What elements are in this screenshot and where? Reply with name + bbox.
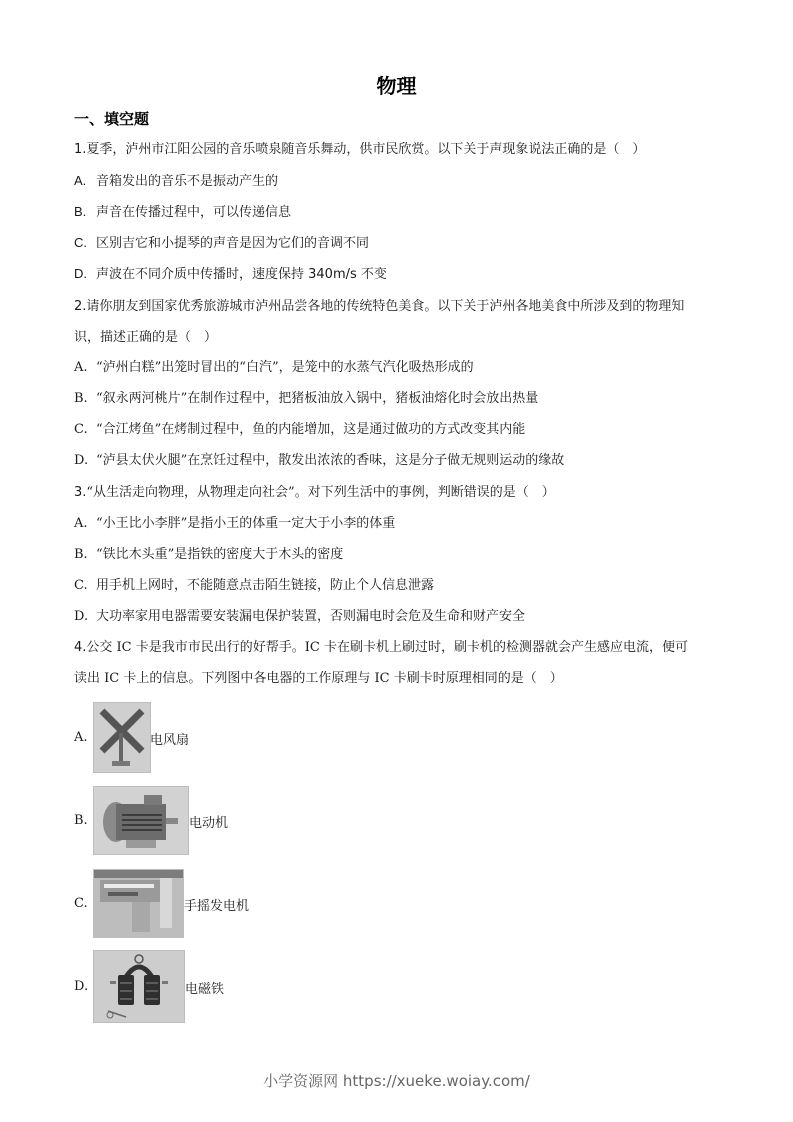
electric-fan-icon	[94, 703, 150, 772]
option-text: 区别吉它和小提琴的声音是因为它们的音调不同	[96, 236, 370, 251]
footer-watermark: 小学资源网 https://xueke.woiay.com/	[263, 1072, 530, 1090]
option-letter: B.	[74, 813, 88, 828]
option-a	[74, 359, 474, 377]
option-letter: C.	[74, 422, 88, 437]
option-letter: D.	[74, 266, 87, 281]
question-number: 1.	[74, 142, 87, 157]
question-stem-text: “从生活走向物理，从物理走向社会”。对下列生活中的事例，判断错误的是（ ）	[86, 485, 555, 500]
option-text: “叙永两河桃片”在制作过程中，把猪板油放入锅中，猪板油熔化时会放出热量	[96, 391, 539, 406]
option-text: “泸县太伏火腿”在烹饪过程中，散发出浓浓的香味，这是分子做无规则运动的缘故	[96, 453, 565, 468]
option-text: 音箱发出的音乐不是振动产生的	[96, 174, 279, 189]
question-stem-text: 夏季，泸州市江阳公园的音乐喷泉随音乐舞动，供市民欣赏。以下关于声现象说法正确的是（ ）	[86, 142, 646, 157]
section-heading: 一、填空题	[74, 110, 150, 128]
electric-motor-icon	[94, 787, 188, 854]
hand-crank-generator-image	[93, 869, 184, 938]
option-text: 电动机	[189, 816, 229, 831]
option-letter: B.	[74, 204, 87, 219]
question-number: 3.	[74, 485, 87, 500]
question-stem	[74, 298, 684, 316]
question-number: 4.	[74, 640, 87, 655]
option-letter: B.	[74, 391, 88, 406]
option-text: 声波在不同介质中传播时，速度保持 340m/s 不变	[96, 267, 387, 282]
option-letter: D.	[74, 979, 89, 994]
option-text: 手摇发电机	[184, 899, 250, 914]
option-b	[74, 390, 538, 408]
option-text: 电风扇	[150, 733, 190, 748]
option-letter: C.	[74, 896, 88, 911]
option-text: “合江烤鱼”在烤制过程中，鱼的内能增加，这是通过做功的方式改变其内能	[96, 422, 526, 437]
electromagnet-icon	[94, 951, 184, 1022]
question-stem	[74, 639, 688, 657]
electric-motor-image	[93, 786, 189, 855]
question-stem-text: 请你朋友到国家优秀旅游城市泸州品尝各地的传统特色美食。以下关于泸州各地美食中所涉及到的物理知	[86, 299, 685, 314]
hand-crank-generator-icon	[94, 870, 183, 937]
option-letter: C.	[74, 235, 87, 250]
electric-fan-image	[93, 702, 151, 773]
option-text: “铁比木头重”是指铁的密度大于木头的密度	[96, 547, 344, 562]
option-a	[74, 515, 395, 533]
electromagnet-image	[93, 950, 185, 1023]
question-stem-text: 公交 IC 卡是我市市民出行的好帮手。IC 卡在刷卡机上刷过时，刷卡机的检测器就会产生感应电流，便可	[86, 640, 688, 655]
option-letter: A.	[74, 173, 87, 188]
option-d	[74, 452, 564, 470]
option-b	[74, 546, 343, 564]
option-text: 电磁铁	[185, 982, 225, 997]
option-letter: A.	[74, 516, 88, 531]
option-letter: C.	[74, 578, 88, 593]
option-letter: A.	[74, 730, 88, 745]
option-a	[74, 172, 278, 191]
option-letter: D.	[74, 609, 89, 624]
option-letter: D.	[74, 453, 89, 468]
question-number: 2.	[74, 299, 87, 314]
question-stem-continued: 识，描述正确的是（ ）	[74, 330, 218, 345]
option-d	[74, 608, 525, 626]
option-c	[74, 577, 434, 595]
option-letter: A.	[74, 360, 88, 375]
option-c	[74, 234, 369, 253]
option-text: “小王比小李胖”是指小王的体重一定大于小李的体重	[96, 516, 396, 531]
option-text: 声音在传播过程中，可以传递信息	[96, 205, 292, 220]
option-d	[74, 265, 387, 284]
option-letter: B.	[74, 547, 88, 562]
option-c	[74, 421, 525, 439]
question-stem	[74, 141, 645, 159]
option-b	[74, 203, 291, 222]
option-text: 大功率家用电器需要安装漏电保护装置，否则漏电时会危及生命和财产安全	[96, 609, 526, 624]
page-title: 物理	[376, 74, 417, 98]
question-stem-continued: 读出 IC 卡上的信息。下列图中各电器的工作原理与 IC 卡刷卡时原理相同的是（ ）	[74, 671, 563, 686]
question-stem	[74, 484, 555, 502]
option-text: “泸州白糕”出笼时冒出的“白汽”，是笼中的水蒸气汽化吸热形成的	[96, 360, 474, 375]
option-text: 用手机上网时，不能随意点击陌生链接，防止个人信息泄露	[96, 578, 435, 593]
